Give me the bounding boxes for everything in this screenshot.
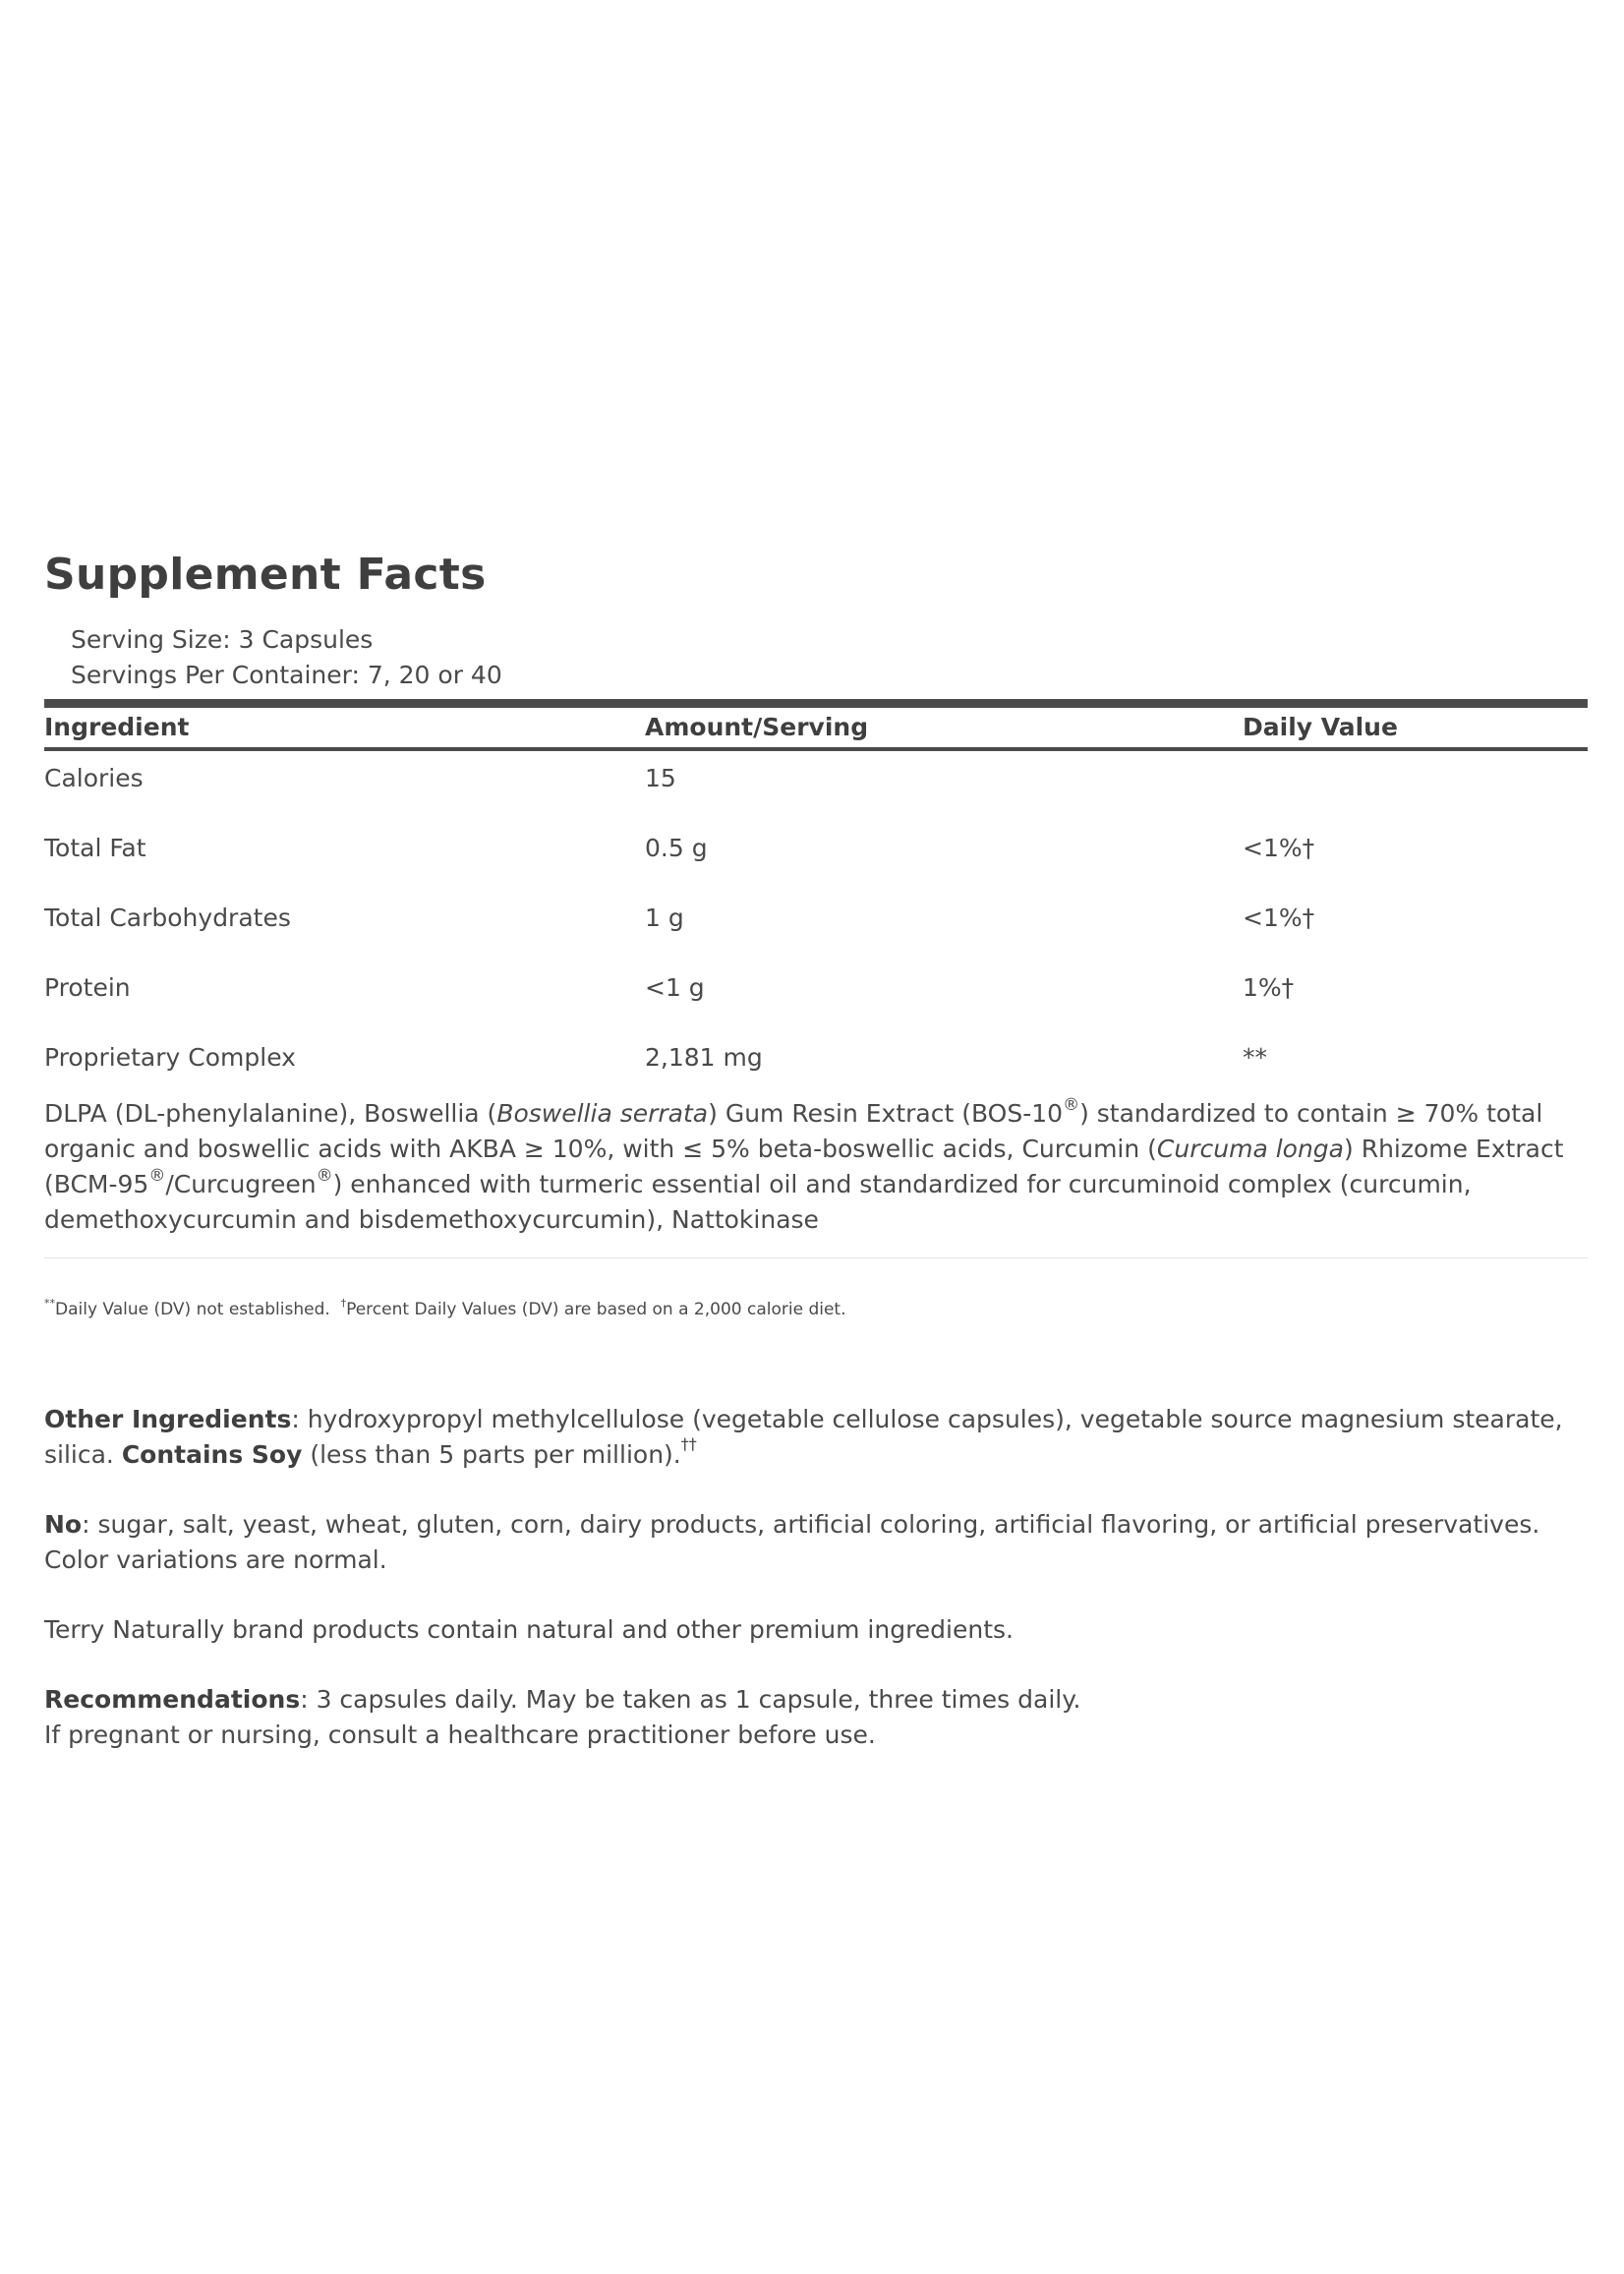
free-from-text: : sugar, salt, yeast, wheat, gluten, corn, dairy products, artificial coloring, artificial flavoring, or artificial preservatives. Color variations are normal. <box>44 1510 1540 1574</box>
desc-text: ) Gum Resin Extract (BOS-10 <box>708 1099 1064 1128</box>
supplement-facts-panel <box>44 546 1588 1753</box>
pregnancy-warning: If pregnant or nursing, consult a healthcare practitioner before use. <box>44 1720 876 1749</box>
row-ingredient: Proprietary Complex <box>44 1043 296 1072</box>
desc-text: /Curcugreen <box>165 1170 317 1198</box>
soy-footnote-mark: †† <box>680 1434 697 1453</box>
desc-italic: Curcuma longa <box>1156 1135 1344 1163</box>
row-daily-value: 1%† <box>1243 973 1295 1002</box>
footnote-mark: ** <box>44 1297 55 1310</box>
table-row <box>44 961 1588 1030</box>
row-ingredient: Total Fat <box>44 834 146 862</box>
brand-note: Terry Naturally brand products contain natural and other premium ingredients. <box>44 1615 1014 1644</box>
registered-mark: ® <box>1063 1095 1080 1115</box>
header-daily-value: Daily Value <box>1243 713 1398 741</box>
facts-table <box>44 699 1588 1258</box>
row-amount: 2,181 mg <box>645 1043 763 1072</box>
other-ingredients <box>44 1402 1588 1473</box>
other-ingredients-label: Other Ingredients <box>44 1405 292 1433</box>
recommendations-text: : 3 capsules daily. May be taken as 1 capsule, three times daily. <box>300 1685 1081 1714</box>
row-ingredient: Calories <box>44 764 144 792</box>
registered-mark: ® <box>148 1166 166 1186</box>
row-amount: 0.5 g <box>645 834 708 862</box>
desc-italic: Boswellia serrata <box>496 1099 709 1128</box>
serving-size: Serving Size: 3 Capsules <box>71 625 374 654</box>
footnote-text: Daily Value (DV) not established. <box>55 1300 330 1319</box>
row-amount: 1 g <box>645 904 684 932</box>
desc-text: ) Rhizome Extract (BCM-95 <box>44 1135 1564 1198</box>
free-from-label: No <box>44 1510 83 1539</box>
daily-value-footnote <box>44 1298 1588 1321</box>
other-ingredients-text: : hydroxypropyl methylcellulose (vegetable cellulose capsules), vegetable source magnesium stearate, silica. <box>44 1405 1563 1469</box>
row-amount: 15 <box>645 764 676 792</box>
row-daily-value: ** <box>1243 1043 1267 1072</box>
table-row <box>44 821 1588 891</box>
desc-text: ) standardized to contain ≥ 70% total organic and boswellic acids with AKBA ≥ 10%, with ≤ 5% beta-boswellic acids, Curcumin ( <box>44 1099 1543 1163</box>
footnote-mark: † <box>340 1297 347 1310</box>
row-ingredient: Protein <box>44 973 131 1002</box>
desc-text: ) enhanced with turmeric essential oil and standardized for curcuminoid complex (curcumin, demethoxycurcumin and bisdemethoxycurcumin), Nattokinase <box>44 1170 1472 1234</box>
row-daily-value: <1%† <box>1243 904 1315 932</box>
header-ingredient: Ingredient <box>44 713 190 741</box>
table-row <box>44 891 1588 961</box>
row-amount: <1 g <box>645 973 705 1002</box>
desc-text: DLPA (DL-phenylalanine), Boswellia ( <box>44 1099 497 1128</box>
footnote-text: Percent Daily Values (DV) are based on a 2,000 calorie diet. <box>346 1300 846 1319</box>
recommendations <box>44 1682 1588 1753</box>
header-amount: Amount/Serving <box>645 713 869 741</box>
row-ingredient: Total Carbohydrates <box>44 904 291 932</box>
servings-per-container: Servings Per Container: 7, 20 or 40 <box>71 661 502 689</box>
contains-soy-label: Contains Soy <box>121 1440 303 1469</box>
table-header <box>44 708 1588 751</box>
page-title: Supplement Facts <box>44 550 487 600</box>
table-row <box>44 1030 1588 1100</box>
registered-mark: ® <box>316 1166 333 1186</box>
contains-soy-text: (less than 5 parts per million). <box>302 1440 681 1469</box>
row-daily-value: <1%† <box>1243 834 1315 862</box>
proprietary-complex-description <box>44 1096 1588 1258</box>
row-daily-value <box>1243 751 1588 821</box>
free-from-list <box>44 1507 1588 1578</box>
table-row <box>44 751 1588 821</box>
recommendations-label: Recommendations <box>44 1685 301 1714</box>
